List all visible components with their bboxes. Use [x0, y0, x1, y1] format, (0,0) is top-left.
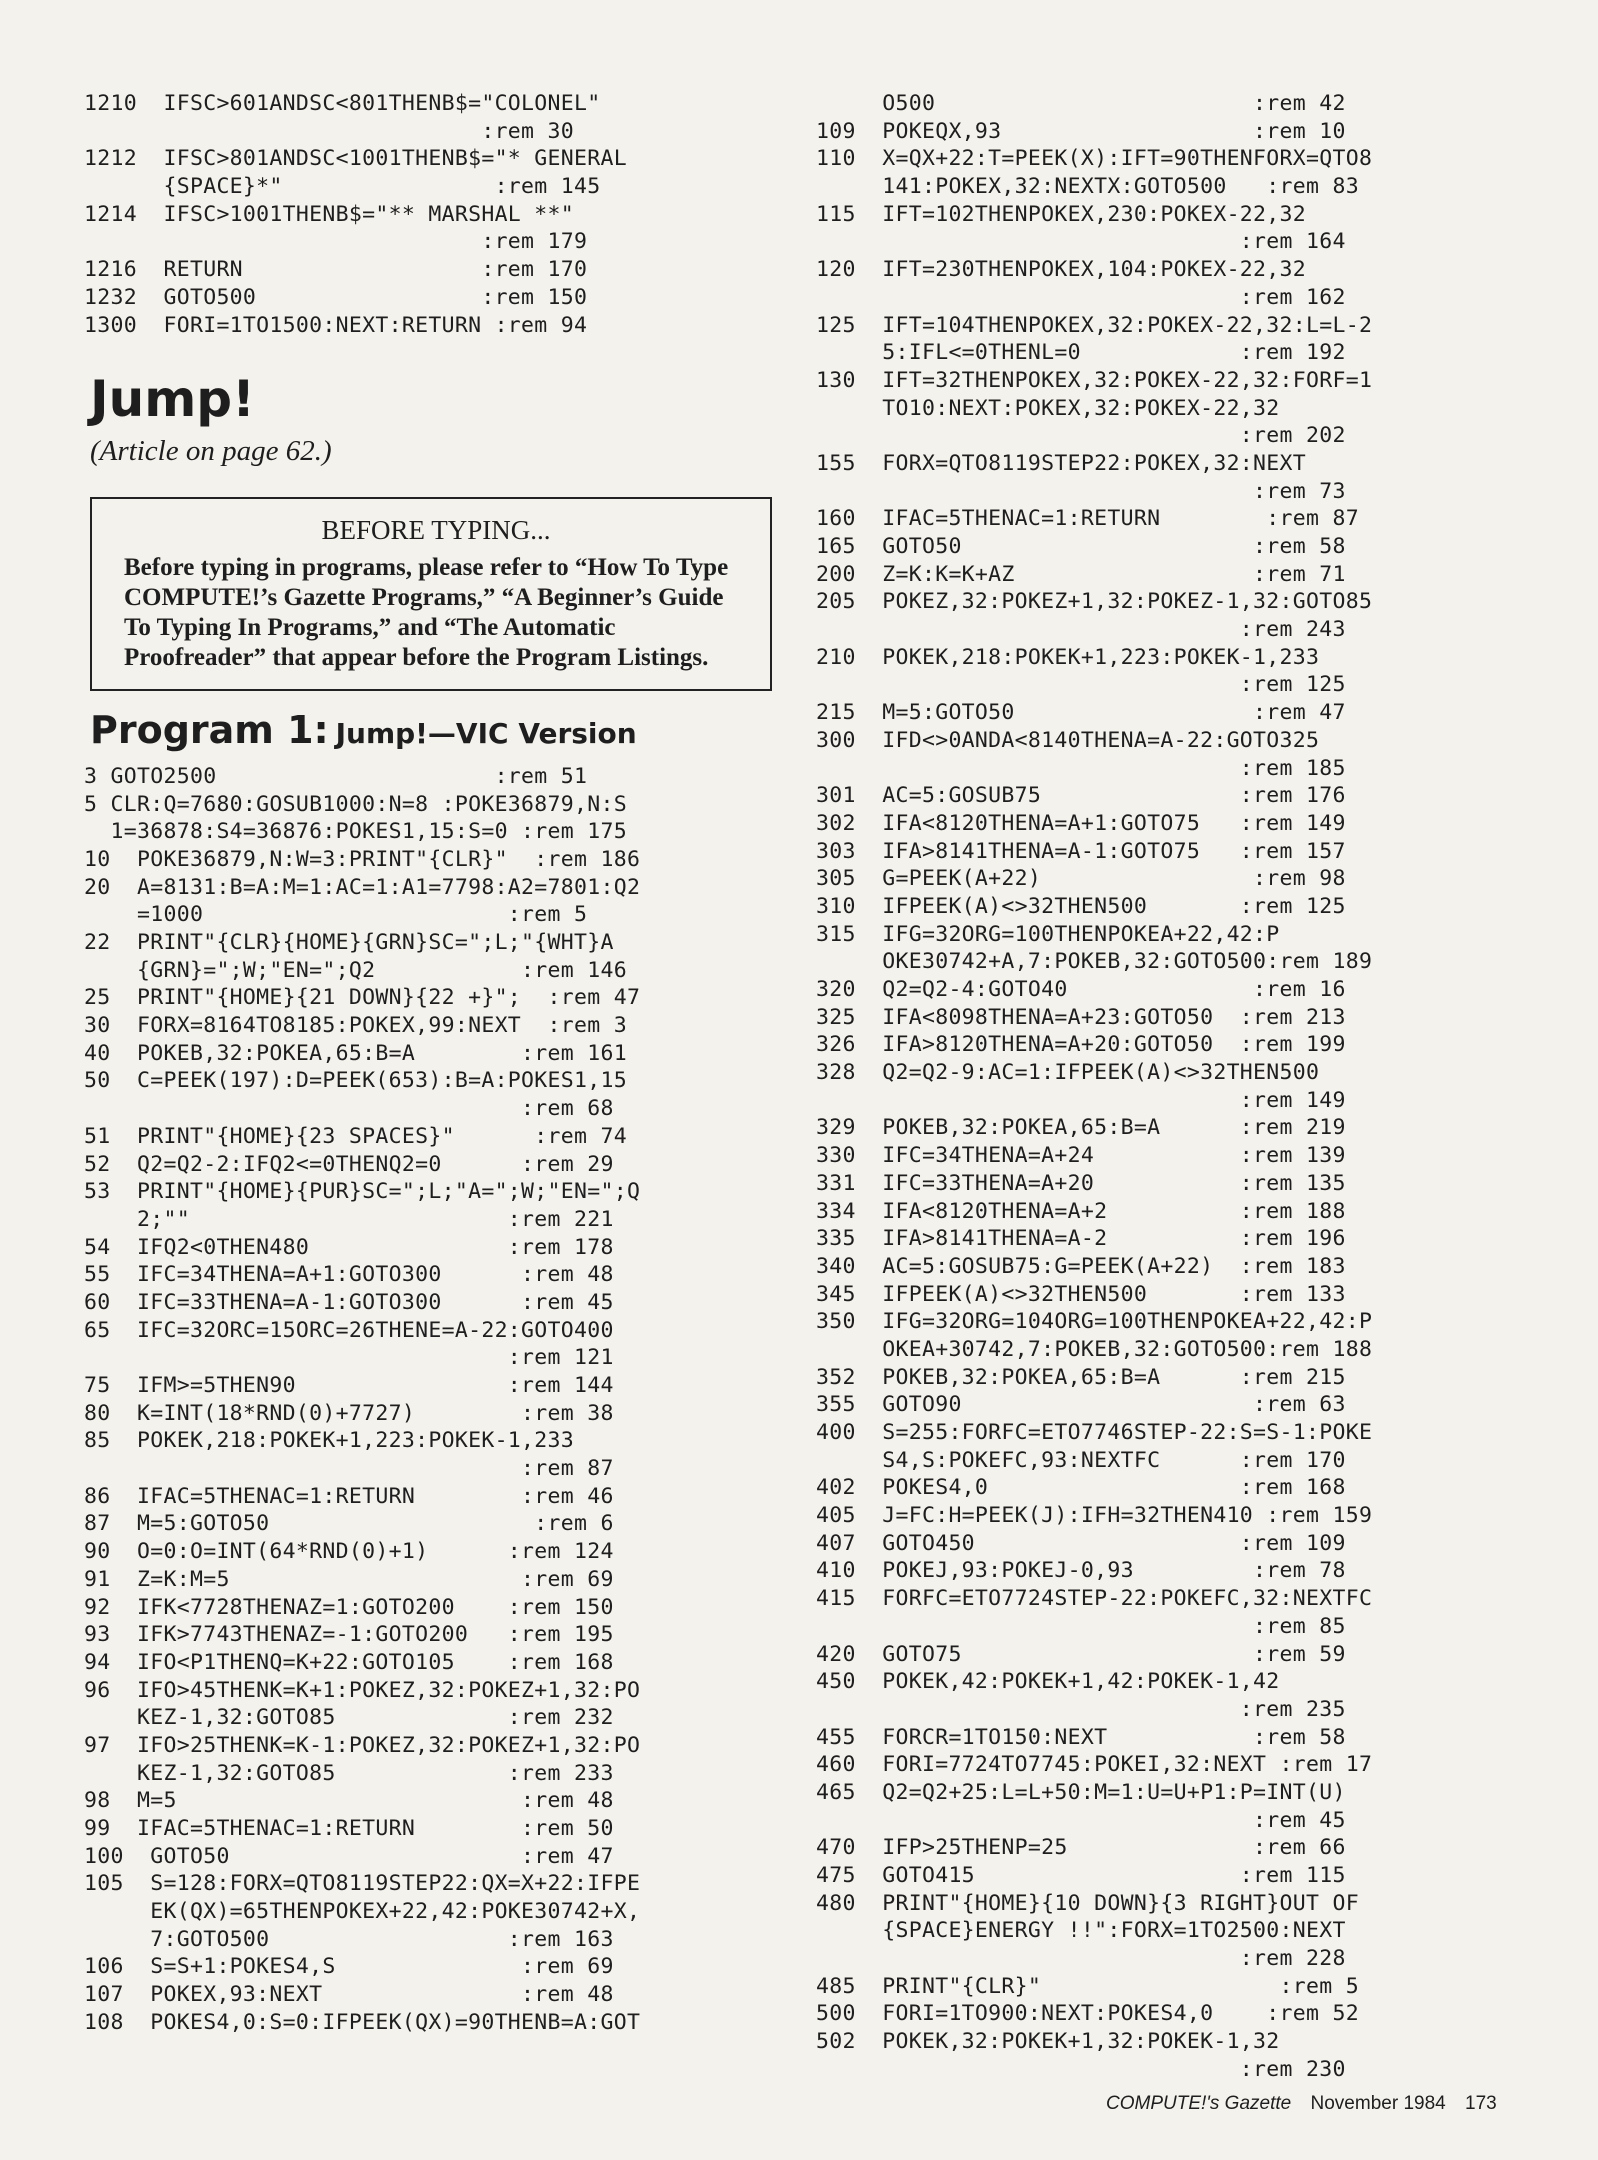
code-line: 20 A=8131:B=A:M=1:AC=1:A1=7798:A2=7801:Q2	[84, 874, 641, 900]
code-line: 52 Q2=Q2-2:IFQ2<=0THENQ2=0 :rem 29	[84, 1151, 614, 1177]
code-line: 110 X=QX+22:T=PEEK(X):IFT=90THENFORX=QTO8	[816, 146, 1373, 172]
notice-body: Before typing in programs, please refer to “How To Type COMPUTE!’s Gazette Programs,” “A Beginner’s Guide To Typing In Programs,” and “The Automatic Proofreader” that appear before the Program Listings.	[124, 554, 729, 672]
code-line: 93 IFK>7743THENAZ=-1:GOTO200 :rem 195	[84, 1622, 614, 1648]
code-line: :rem 235	[816, 1696, 1346, 1722]
code-line: 305 G=PEEK(A+22) :rem 98	[816, 866, 1346, 892]
code-line: 80 K=INT(18*RND(0)+7727) :rem 38	[84, 1400, 614, 1426]
code-line: 325 IFA<8098THENA=A+23:GOTO50 :rem 213	[816, 1004, 1346, 1030]
code-line: 407 GOTO450 :rem 109	[816, 1530, 1346, 1556]
program-label: Program 1:	[90, 708, 329, 753]
code-line: 302 IFA<8120THENA=A+1:GOTO75 :rem 149	[816, 810, 1346, 836]
code-line: 215 M=5:GOTO50 :rem 47	[816, 700, 1346, 726]
code-line: 340 AC=5:GOSUB75:G=PEEK(A+22) :rem 183	[816, 1253, 1346, 1279]
code-line: 420 GOTO75 :rem 59	[816, 1641, 1346, 1667]
footer-publication: COMPUTE!'s Gazette	[1106, 2093, 1292, 2114]
code-line: 10 POKE36879,N:W=3:PRINT"{CLR}" :rem 186	[84, 846, 641, 872]
code-line: 5 CLR:Q=7680:GOSUB1000:N=8 :POKE36879,N:S	[84, 791, 628, 817]
code-line: 410 POKEJ,93:POKEJ-0,93 :rem 78	[816, 1558, 1346, 1584]
code-line: 97 IFO>25THENK=K-1:POKEZ,32:POKEZ+1,32:PO	[84, 1732, 641, 1758]
article-title: Jump!	[90, 370, 255, 429]
code-line: 405 J=FC:H=PEEK(J):IFH=32THEN410 :rem 159	[816, 1503, 1373, 1529]
code-line: 3 GOTO2500 :rem 51	[84, 763, 588, 789]
code-line: :rem 185	[816, 755, 1346, 781]
code-line: 108 POKES4,0:S=0:IFPEEK(QX)=90THENB=A:GOT	[84, 2009, 641, 2035]
code-line: 330 IFC=34THENA=A+24 :rem 139	[816, 1143, 1346, 1169]
code-line: O500 :rem 42	[816, 91, 1346, 116]
before-typing-notice	[90, 497, 772, 691]
code-line: 500 FORI=1TO900:NEXT:POKES4,0 :rem 52	[816, 2001, 1360, 2027]
notice-heading: BEFORE TYPING...	[321, 515, 551, 546]
footer-page-number: 173	[1465, 2093, 1497, 2114]
code-line: 115 IFT=102THENPOKEX,230:POKEX-22,32	[816, 201, 1307, 227]
code-line: S4,S:POKEFC,93:NEXTFC :rem 170	[816, 1447, 1346, 1473]
code-line: 315 IFG=32ORG=100THENPOKEA+22,42:P	[816, 921, 1280, 947]
code-line: 502 POKEK,32:POKEK+1,32:POKEK-1,32	[816, 2029, 1280, 2055]
code-line: 475 GOTO415 :rem 115	[816, 1863, 1346, 1888]
code-line: 1210 IFSC>601ANDSC<801THENB$="COLONEL"	[84, 91, 601, 116]
code-line: 2;"" :rem 221	[84, 1206, 614, 1232]
code-line: 160 IFAC=5THENAC=1:RETURN :rem 87	[816, 506, 1360, 532]
article-heading	[90, 369, 784, 469]
code-line: :rem 179	[84, 229, 588, 255]
code-line: :rem 162	[816, 284, 1346, 310]
code-line: 99 IFAC=5THENAC=1:RETURN :rem 50	[84, 1816, 614, 1842]
code-line: 106 S=S+1:POKES4,S :rem 69	[84, 1954, 614, 1980]
code-line: 155 FORX=QTO8119STEP22:POKEX,32:NEXT	[816, 450, 1307, 476]
code-line: {SPACE}*" :rem 145	[84, 174, 601, 200]
code-line: =1000 :rem 5	[84, 902, 588, 928]
code-line: 90 O=0:O=INT(64*RND(0)+1) :rem 124	[84, 1539, 614, 1565]
code-line: 331 IFC=33THENA=A+20 :rem 135	[816, 1170, 1346, 1196]
program-name: Jump!—VIC Version	[335, 717, 637, 751]
code-line: 53 PRINT"{HOME}{PUR}SC=";L;"A=";W;"EN=";Q	[84, 1179, 641, 1205]
code-line: 60 IFC=33THENA=A-1:GOTO300 :rem 45	[84, 1289, 614, 1315]
code-line: 460 FORI=7724TO7745:POKEI,32:NEXT :rem 17	[816, 1752, 1373, 1778]
code-line: 65 IFC=32ORC=15ORC=26THENE=A-22:GOTO400	[84, 1317, 614, 1343]
code-line: {SPACE}ENERGY !!":FORX=1TO2500:NEXT	[816, 1918, 1346, 1944]
code-line: 470 IFP>25THENP=25 :rem 66	[816, 1835, 1346, 1861]
code-line: :rem 85	[816, 1613, 1346, 1639]
code-line: 1232 GOTO500 :rem 150	[84, 284, 588, 310]
code-line: 1216 RETURN :rem 170	[84, 257, 588, 283]
code-line: 328 Q2=Q2-9:AC=1:IFPEEK(A)<>32THEN500	[816, 1060, 1320, 1086]
footer-date: November 1984	[1310, 2093, 1446, 2114]
code-line: 87 M=5:GOTO50 :rem 6	[84, 1511, 614, 1537]
code-line: :rem 30	[84, 118, 575, 144]
code-line: 165 GOTO50 :rem 58	[816, 534, 1346, 559]
code-line: 55 IFC=34THENA=A+1:GOTO300 :rem 48	[84, 1262, 614, 1288]
listing-top	[84, 90, 784, 339]
code-line: EK(QX)=65THENPOKEX+22,42:POKE30742+X,	[84, 1899, 641, 1925]
article-subtitle: (Article on page 62.)	[90, 435, 332, 468]
code-line: 402 POKES4,0 :rem 168	[816, 1475, 1346, 1501]
code-line: 75 IFM>=5THEN90 :rem 144	[84, 1373, 614, 1399]
program-heading	[90, 708, 784, 753]
code-line: OKE30742+A,7:POKEB,32:GOTO500:rem 189	[816, 949, 1373, 975]
code-line: 1214 IFSC>1001THENB$="** MARSHAL **"	[84, 201, 575, 227]
code-line: 1300 FORI=1TO1500:NEXT:RETURN :rem 94	[84, 312, 588, 338]
code-line: 329 POKEB,32:POKEA,65:B=A :rem 219	[816, 1115, 1346, 1141]
code-line: 320 Q2=Q2-4:GOTO40 :rem 16	[816, 977, 1346, 1002]
code-line: 50 C=PEEK(197):D=PEEK(653):B=A:POKES1,15	[84, 1068, 628, 1094]
code-line: :rem 125	[816, 672, 1346, 698]
code-line: :rem 228	[816, 1946, 1346, 1972]
code-line: 1212 IFSC>801ANDSC<1001THENB$="* GENERAL	[84, 146, 628, 172]
code-line: 415 FORFC=ETO7724STEP-22:POKEFC,32:NEXTFC	[816, 1586, 1373, 1612]
code-line: OKEA+30742,7:POKEB,32:GOTO500:rem 188	[816, 1336, 1373, 1362]
code-line: 455 FORCR=1TO150:NEXT :rem 58	[816, 1724, 1346, 1750]
code-line: 200 Z=K:K=K+AZ :rem 71	[816, 561, 1346, 587]
code-line: 334 IFA<8120THENA=A+2 :rem 188	[816, 1198, 1346, 1224]
code-line: KEZ-1,32:GOTO85 :rem 233	[84, 1760, 614, 1786]
code-line: 7:GOTO500 :rem 163	[84, 1926, 614, 1952]
code-line: 107 POKEX,93:NEXT :rem 48	[84, 1982, 614, 2008]
code-line: 22 PRINT"{CLR}{HOME}{GRN}SC=";L;"{WHT}A	[84, 930, 614, 956]
code-line: :rem 164	[816, 229, 1346, 255]
code-line: 92 IFK<7728THENAZ=1:GOTO200 :rem 150	[84, 1594, 614, 1620]
right-column	[816, 90, 1506, 2084]
code-line: 120 IFT=230THENPOKEX,104:POKEX-22,32	[816, 257, 1307, 283]
code-line: 94 IFO<P1THENQ=K+22:GOTO105 :rem 168	[84, 1649, 614, 1675]
code-line: 450 POKEK,42:POKEK+1,42:POKEK-1,42	[816, 1669, 1280, 1695]
code-line: 303 IFA>8141THENA=A-1:GOTO75 :rem 157	[816, 838, 1346, 864]
code-line: :rem 121	[84, 1345, 614, 1371]
code-line: 480 PRINT"{HOME}{10 DOWN}{3 RIGHT}OUT OF	[816, 1890, 1360, 1916]
code-line: :rem 45	[816, 1807, 1346, 1833]
code-line: 205 POKEZ,32:POKEZ+1,32:POKEZ-1,32:GOTO85	[816, 589, 1373, 615]
code-line: :rem 243	[816, 617, 1346, 643]
code-line: 130 IFT=32THENPOKEX,32:POKEX-22,32:FORF=1	[816, 367, 1373, 393]
code-line: 100 GOTO50 :rem 47	[84, 1843, 614, 1869]
code-line: 210 POKEK,218:POKEK+1,223:POKEK-1,233	[816, 644, 1320, 670]
code-line: 86 IFAC=5THENAC=1:RETURN :rem 46	[84, 1483, 614, 1509]
code-line: 30 FORX=8164TO8185:POKEX,99:NEXT :rem 3	[84, 1013, 628, 1039]
code-line: 51 PRINT"{HOME}{23 SPACES}" :rem 74	[84, 1123, 628, 1149]
code-line: 96 IFO>45THENK=K+1:POKEZ,32:POKEZ+1,32:PO	[84, 1677, 641, 1703]
code-line: 85 POKEK,218:POKEK+1,223:POKEK-1,233	[84, 1428, 575, 1454]
code-line: 355 GOTO90 :rem 63	[816, 1392, 1346, 1418]
code-line: {GRN}=";W;"EN=";Q2 :rem 146	[84, 957, 628, 983]
code-line: KEZ-1,32:GOTO85 :rem 232	[84, 1705, 614, 1731]
code-line: :rem 73	[816, 478, 1346, 504]
page-footer	[1106, 2093, 1511, 2115]
code-line: 335 IFA>8141THENA=A-2 :rem 196	[816, 1226, 1346, 1252]
code-line: 350 IFG=32ORG=104ORG=100THENPOKEA+22,42:P	[816, 1309, 1373, 1335]
code-line: 105 S=128:FORX=QTO8119STEP22:QX=X+22:IFPE	[84, 1871, 641, 1897]
listing-program1	[84, 763, 784, 2037]
code-line: :rem 87	[84, 1456, 614, 1482]
code-line: 465 Q2=Q2+25:L=L+50:M=1:U=U+P1:P=INT(U)	[816, 1779, 1346, 1805]
code-line: 485 PRINT"{CLR}" :rem 5	[816, 1973, 1360, 1999]
code-line: 98 M=5 :rem 48	[84, 1788, 614, 1814]
code-line: 40 POKEB,32:POKEA,65:B=A :rem 161	[84, 1040, 628, 1066]
code-line: :rem 202	[816, 423, 1346, 449]
code-line: 141:POKEX,32:NEXTX:GOTO500 :rem 83	[816, 174, 1360, 200]
code-line: 125 IFT=104THENPOKEX,32:POKEX-22,32:L=L-2	[816, 312, 1373, 338]
code-line: 54 IFQ2<0THEN480 :rem 178	[84, 1234, 614, 1260]
code-line: 352 POKEB,32:POKEA,65:B=A :rem 215	[816, 1364, 1346, 1390]
code-line: 300 IFD<>0ANDA<8140THENA=A-22:GOTO325	[816, 727, 1320, 753]
code-line: 345 IFPEEK(A)<>32THEN500 :rem 133	[816, 1281, 1346, 1307]
left-column	[84, 90, 784, 2037]
code-line: 5:IFL<=0THENL=0 :rem 192	[816, 340, 1346, 366]
code-line: TO10:NEXT:POKEX,32:POKEX-22,32	[816, 395, 1280, 421]
code-line: :rem 149	[816, 1087, 1346, 1113]
code-line: 301 AC=5:GOSUB75 :rem 176	[816, 783, 1346, 809]
code-line: :rem 68	[84, 1096, 614, 1122]
code-line: 310 IFPEEK(A)<>32THEN500 :rem 125	[816, 893, 1346, 919]
code-line: 326 IFA>8120THENA=A+20:GOTO50 :rem 199	[816, 1032, 1346, 1058]
listing-right	[816, 90, 1506, 2084]
code-line: 109 POKEQX,93 :rem 10	[816, 118, 1346, 144]
code-line: 25 PRINT"{HOME}{21 DOWN}{22 +}"; :rem 47	[84, 985, 641, 1011]
code-line: 400 S=255:FORFC=ETO7746STEP-22:S=S-1:POKE	[816, 1420, 1373, 1445]
code-line: 91 Z=K:M=5 :rem 69	[84, 1566, 614, 1592]
code-line: 1=36878:S4=36876:POKES1,15:S=0 :rem 175	[84, 819, 628, 845]
code-line: :rem 230	[816, 2056, 1346, 2082]
